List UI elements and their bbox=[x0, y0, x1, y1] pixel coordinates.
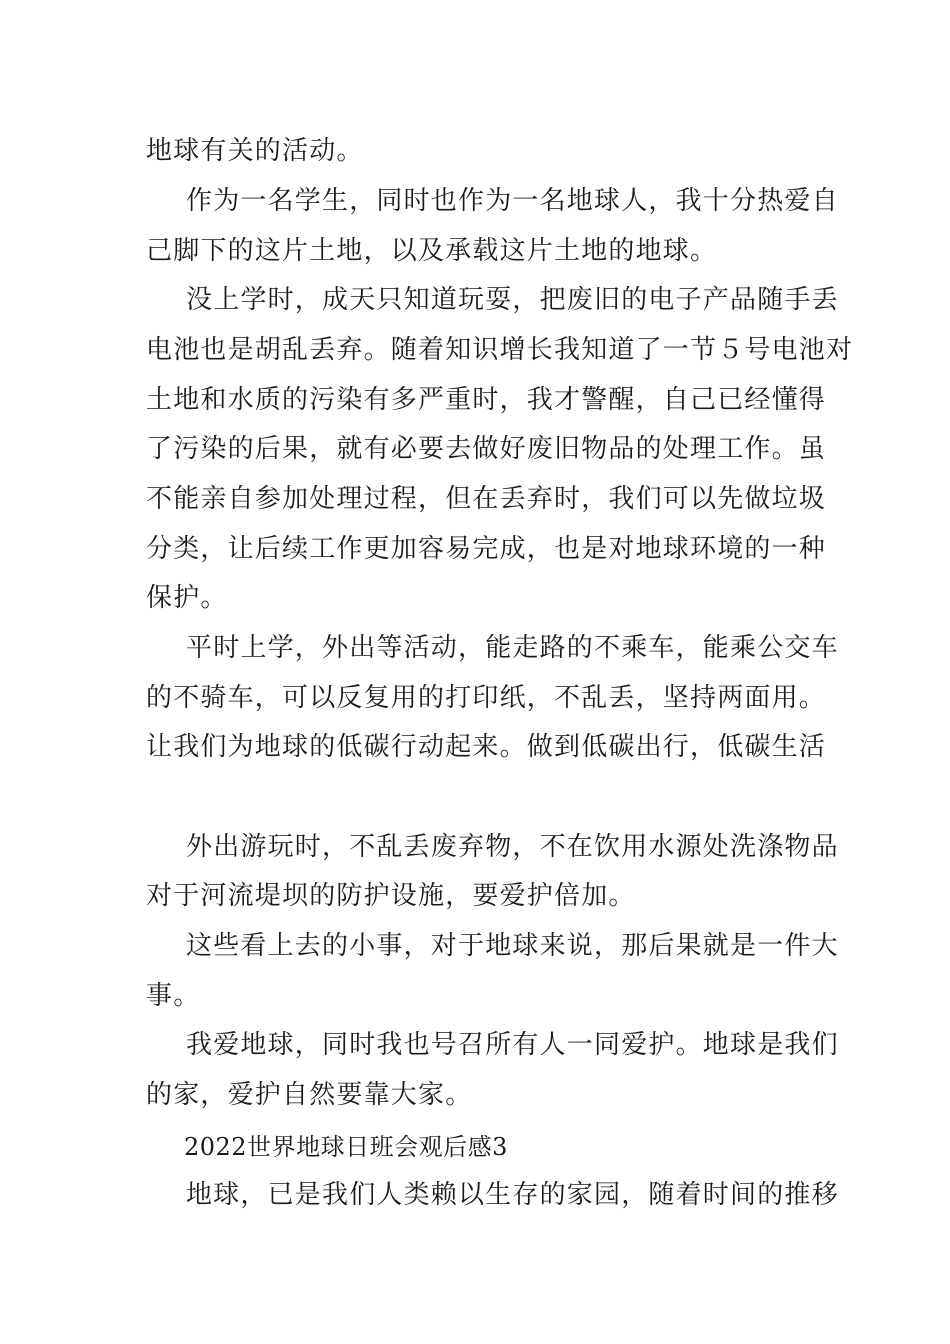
text-line: 的不骑车，可以反复用的打印纸，不乱丢，坚持两面用。 bbox=[146, 683, 827, 713]
text-line: 己脚下的这片土地，以及承载这片土地的地球。 bbox=[146, 236, 718, 266]
text-line: 分类，让后续工作更加容易完成，也是对地球环境的一种 bbox=[146, 534, 827, 564]
text-line: 这些看上去的小事，对于地球来说，那后果就是一件大 bbox=[186, 931, 839, 961]
text-line: 不能亲自参加处理过程，但在丢弃时，我们可以先做垃圾 bbox=[146, 484, 827, 514]
text-line: 土地和水质的污染有多严重时，我才警醒，自己已经懂得 bbox=[146, 385, 827, 415]
text-line: 保护。 bbox=[146, 583, 228, 613]
text-line: 电池也是胡乱丢弃。随着知识增长我知道了一节５号电池对 bbox=[146, 335, 854, 365]
section-heading: 2022世界地球日班会观后感3 bbox=[184, 1133, 508, 1161]
text-line: 对于河流堤坝的防护设施，要爱护倍加。 bbox=[146, 881, 636, 911]
text-line: 地球有关的活动。 bbox=[146, 136, 364, 166]
text-line: 让我们为地球的低碳行动起来。做到低碳出行，低碳生活 bbox=[146, 732, 827, 762]
text-line: 的家，爱护自然要靠大家。 bbox=[146, 1080, 473, 1110]
text-line: 没上学时，成天只知道玩耍，把废旧的电子产品随手丢 bbox=[186, 285, 839, 315]
text-line: 我爱地球，同时我也号召所有人一同爱护。地球是我们 bbox=[186, 1030, 839, 1060]
text-line: 事。 bbox=[146, 981, 201, 1011]
text-line: 作为一名学生，同时也作为一名地球人，我十分热爱自 bbox=[186, 186, 839, 216]
text-line: 平时上学，外出等活动，能走路的不乘车，能乘公交车 bbox=[186, 633, 839, 663]
text-line: 了污染的后果，就有必要去做好废旧物品的处理工作。虽 bbox=[146, 434, 827, 464]
text-line: 外出游玩时，不乱丢废弃物，不在饮用水源处洗涤物品 bbox=[186, 832, 839, 862]
text-line: 地球，已是我们人类赖以生存的家园，随着时间的推移 bbox=[186, 1180, 839, 1210]
